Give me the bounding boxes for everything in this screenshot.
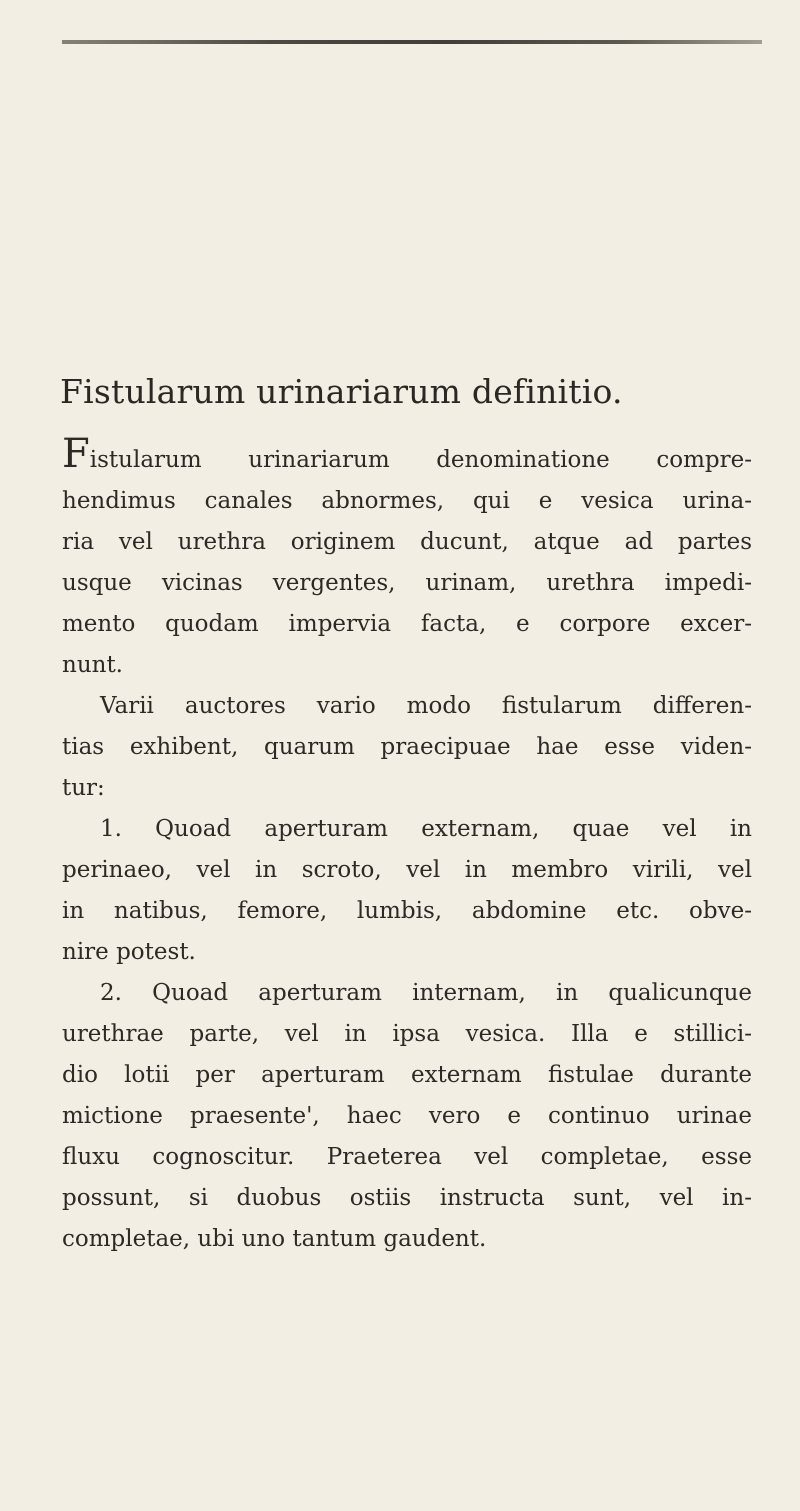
text-line: Varii auctores vario modo fistularum differen- (100, 693, 752, 719)
paragraph-1 (62, 431, 752, 686)
paragraph-3 (62, 809, 752, 973)
text-line: usque vicinas vergentes, urinam, urethra impedi- (62, 570, 752, 596)
top-rule (62, 40, 762, 44)
text-line: urethrae parte, vel in ipsa vesica. Illa e stillici- (62, 1021, 752, 1047)
paragraph-4 (62, 973, 752, 1260)
text-line: ria vel urethra originem ducunt, atque ad partes (62, 529, 752, 555)
page-title: Fistularum urinariarum definitio. (60, 372, 623, 411)
text-line (62, 431, 752, 481)
text-line: in natibus, femore, lumbis, abdomine etc. obve- (62, 898, 752, 924)
text-line: nire potest. (62, 939, 196, 965)
text-line: fluxu cognoscitur. Praeterea vel completae, esse (62, 1144, 752, 1170)
drop-cap: F (62, 431, 90, 477)
paragraph-2 (62, 686, 752, 809)
text-line: dio lotii per aperturam externam fistulae durante (62, 1062, 752, 1088)
body-text (62, 431, 752, 1260)
text-line: nunt. (62, 652, 123, 678)
line-text: istularum urinariarum denominatione compre- (89, 447, 752, 473)
text-line: tur: (62, 775, 105, 801)
text-line: tias exhibent, quarum praecipuae hae esse viden- (62, 734, 752, 760)
text-line: mictione praesente', haec vero e continuo urinae (62, 1103, 752, 1129)
text-line: possunt, si duobus ostiis instructa sunt, vel in- (62, 1185, 752, 1211)
text-line: 1. Quoad aperturam externam, quae vel in (100, 816, 752, 842)
text-line: 2. Quoad aperturam internam, in qualicunque (100, 980, 752, 1006)
text-line: completae, ubi uno tantum gaudent. (62, 1226, 487, 1252)
text-line: mento quodam impervia facta, e corpore excer- (62, 611, 752, 637)
text-line: perinaeo, vel in scroto, vel in membro virili, vel (62, 857, 752, 883)
text-line: hendimus canales abnormes, qui e vesica urina- (62, 488, 752, 514)
